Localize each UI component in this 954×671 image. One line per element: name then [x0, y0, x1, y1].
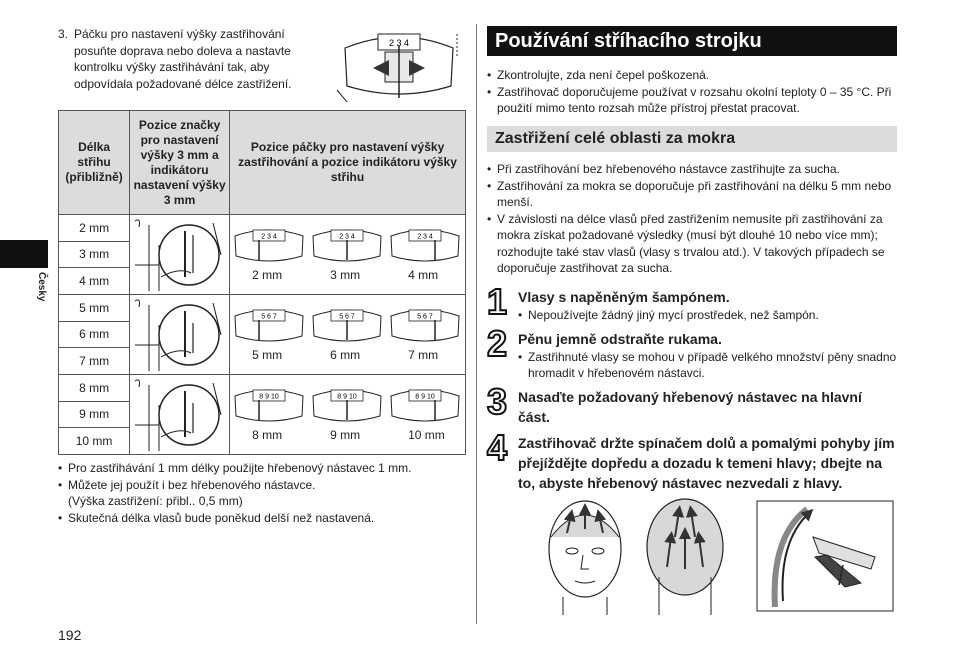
intro-bullets [487, 67, 897, 117]
bullet-item: • Zkontrolujte, zda není čepel poškozená. [487, 67, 897, 84]
height-mark-icon [131, 295, 229, 371]
svg-text:5 6 7: 5 6 7 [261, 313, 277, 320]
note-text: Skutečná délka vlasů bude poněkud delší než nastavená. [68, 510, 375, 525]
bullet-item: • V závislosti na délce vlasů před zastřižením nemusíte při zastřihování za mokra získat požadované výsledky (musí být dlouhé 10 nebo více mm); rozhodujte také stav vlasů (vlasy s trvalou atd.). V takových případech se doporučuje zastřihovat za sucha. [487, 211, 897, 277]
step-heading: Nasaďte požadovaný hřebenový nástavec na hlavní část. [518, 389, 862, 425]
page-number: 192 [58, 627, 82, 643]
step-number: 2 [487, 323, 508, 364]
language-label: Česky [36, 272, 47, 302]
length-cell: 4 mm [59, 268, 130, 295]
step-3 [487, 381, 897, 427]
lever-position-icons [230, 376, 464, 454]
step-number: 4 [487, 427, 508, 468]
length-cell: 7 mm [59, 348, 130, 375]
table-row [59, 375, 466, 402]
header-mark-position: Pozice značky pro nastavení výšky 3 mm a indikátoru nastavení výšky 3 mm [130, 111, 230, 215]
svg-text:8 9 10: 8 9 10 [259, 393, 279, 400]
length-cell: 8 mm [59, 375, 130, 402]
length-cell: 5 mm [59, 295, 130, 322]
table-row [59, 215, 466, 242]
column-divider [476, 24, 477, 624]
wet-trim-bullets [487, 161, 897, 277]
step-1 [487, 281, 897, 323]
step-number: 1 [487, 281, 508, 322]
step-heading: Pěnu jemně odstraňte rukama. [518, 331, 722, 347]
table-row [59, 295, 466, 322]
lever-illustration-cell [230, 375, 466, 455]
step-note: • Zastřihnuté vlasy se mohou v případě velkého množství pěny snadno hromadit v hřebenovém nástavci. [518, 349, 897, 381]
note-item [58, 477, 468, 510]
side-tab [0, 240, 48, 268]
height-mark-icon [131, 375, 229, 451]
svg-text:5 6 7: 5 6 7 [417, 313, 433, 320]
step-note: • Nepoužívejte žádný jiný mycí prostředek, než šampón. [518, 307, 897, 323]
step-3-number: 3. [58, 27, 69, 41]
trimmer-side-icon [757, 501, 893, 611]
subsection-title: Zastřižení celé oblasti za mokra [487, 126, 897, 152]
note-subtext: (Výška zastřižení: přibl.. 0,5 mm) [68, 494, 243, 508]
top-indicator-text: 2 3 4 [388, 38, 410, 48]
note-item [58, 460, 468, 477]
step-number: 3 [487, 381, 508, 422]
height-setting-table [58, 110, 466, 455]
step-heading: Vlasy s napěněným šampónem. [518, 289, 730, 305]
lever-position-icons [230, 296, 464, 374]
svg-text:8 9 10: 8 9 10 [415, 393, 435, 400]
trimming-direction-illustration [545, 497, 895, 615]
step-3-instruction [58, 26, 328, 92]
length-cell: 6 mm [59, 321, 130, 348]
svg-text:2 3 4: 2 3 4 [339, 233, 355, 240]
note-text: Pro zastřihávání 1 mm délky použijte hřebenový nástavec 1 mm. [68, 461, 412, 475]
step-3-text: Páčku pro nastavení výšky zastřihování posuňte doprava nebo doleva a nastavte kontrolku výšky zastřihávání tak, aby odpovídala požadované délce zastřižení. [74, 27, 292, 91]
mark-illustration-cell [130, 375, 230, 455]
back-head-icon [647, 499, 723, 615]
step-4 [487, 427, 897, 493]
step-2 [487, 323, 897, 381]
header-lever-position: Pozice páčky pro nastavení výšky zastřihování a pozice indikátoru výšky střihu [230, 111, 466, 215]
svg-text:2 3 4: 2 3 4 [261, 233, 277, 240]
step-heading: Zastřihovač držte spínačem dolů a pomalými pohyby jím přejíždějte dopředu a dozadu k temeni hlavy; dbejte na to, abyste hřebenový nástavec nezvedali z hlavy. [518, 435, 895, 491]
lever-caption: 7 mm [408, 347, 439, 362]
bullet-item: • Zastřihovač doporučujeme používat v rozsahu okolní teploty 0 – 35 °C. Při použití mimo tento rozsah může přístroj přestat pracovat. [487, 84, 897, 117]
lever-caption: 3 mm [330, 267, 361, 282]
length-cell: 3 mm [59, 241, 130, 268]
header-length: Délka střihu (přibližně) [59, 111, 130, 215]
section-title: Používání stříhacího strojku [487, 26, 897, 56]
mark-illustration-cell [130, 215, 230, 295]
height-mark-icon [131, 215, 229, 291]
bullet-item: • Při zastřihování bez hřebenového nástavce zastřihujte za sucha. [487, 161, 897, 178]
left-notes [58, 460, 468, 526]
lever-caption: 5 mm [252, 347, 283, 362]
note-text: Můžete jej použít i bez hřebenového nástavce. [68, 477, 316, 492]
lever-illustration-cell [230, 295, 466, 375]
length-cell: 10 mm [59, 428, 130, 455]
note-item [58, 510, 468, 527]
lever-caption: 9 mm [330, 427, 361, 442]
lever-caption: 4 mm [408, 267, 439, 282]
lever-caption: 6 mm [330, 347, 361, 362]
length-cell: 2 mm [59, 215, 130, 242]
bullet-item: • Zastřihování za mokra se doporučuje při zastřihování na délku 5 mm nebo menší. [487, 178, 897, 211]
mark-illustration-cell [130, 295, 230, 375]
length-cell: 9 mm [59, 401, 130, 428]
lever-position-icons [230, 216, 464, 294]
lever-caption: 10 mm [408, 427, 445, 442]
lever-illustration-cell [230, 215, 466, 295]
svg-text:2 3 4: 2 3 4 [417, 233, 433, 240]
lever-caption: 8 mm [252, 427, 283, 442]
front-head-icon [549, 501, 621, 615]
height-lever-illustration [333, 28, 465, 102]
svg-text:5 6 7: 5 6 7 [339, 313, 355, 320]
lever-caption: 2 mm [252, 267, 283, 282]
svg-text:8 9 10: 8 9 10 [337, 393, 357, 400]
